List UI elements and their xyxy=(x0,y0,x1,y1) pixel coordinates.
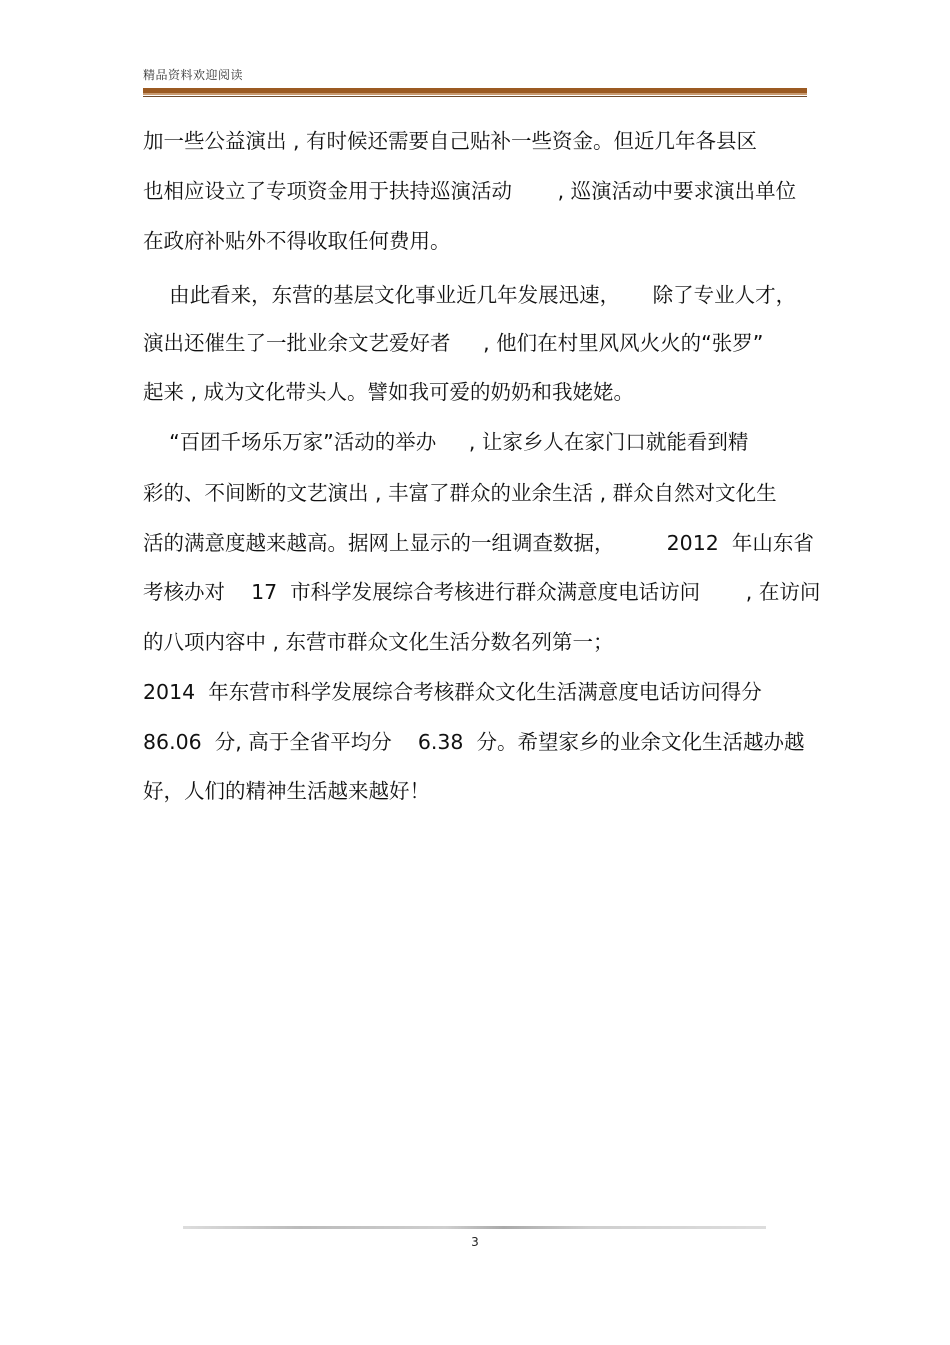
header-divider-mid xyxy=(143,93,807,95)
body-line: 考核办对 17 市科学发展综合考核进行群众满意度电话访问 , 在访问 xyxy=(143,580,821,604)
body-line: 在政府补贴外不得收取任何费用。 xyxy=(143,229,451,253)
body-line: 好，人们的精神生活越来越好！ xyxy=(143,779,430,803)
body-line: 彩的、不间断的文艺演出 , 丰富了群众的业余生活 , 群众自然对文化生 xyxy=(143,481,777,505)
body-line: 活的满意度越来越高。据网上显示的一组调查数据， 2012 年山东省 xyxy=(143,531,814,555)
body-line: 的八项内容中 , 东营市群众文化生活分数名列第一； xyxy=(143,630,614,654)
page-number: 3 xyxy=(471,1235,479,1249)
body-line: 2014 年东营市科学发展综合考核群众文化生活满意度电话访问得分 xyxy=(143,680,762,704)
body-line: 加一些公益演出 , 有时候还需要自己贴补一些资金。但近几年各县区 xyxy=(143,129,758,153)
footer-divider xyxy=(183,1226,766,1229)
body-line: 也相应设立了专项资金用于扶持巡演活动 , 巡演活动中要求演出单位 xyxy=(143,179,797,203)
body-line: 起来 , 成为文化带头人。譬如我可爱的奶奶和我姥姥。 xyxy=(143,380,635,404)
body-line: 由此看来，东营的基层文化事业近几年发展迅速， 除了专业人才， xyxy=(143,283,797,307)
body-line: “百团千场乐万家”活动的举办 , 让家乡人在家门口就能看到精 xyxy=(143,430,749,454)
running-header: 精品资料欢迎阅读 xyxy=(143,68,244,82)
header-divider-thin xyxy=(143,96,807,97)
body-line: 86.06 分, 高于全省平均分 6.38 分。希望家乡的业余文化生活越办越 xyxy=(143,730,805,754)
body-line: 演出还催生了一批业余文艺爱好者 , 他们在村里风风火火的“张罗” xyxy=(143,331,764,355)
header-divider xyxy=(143,88,807,98)
